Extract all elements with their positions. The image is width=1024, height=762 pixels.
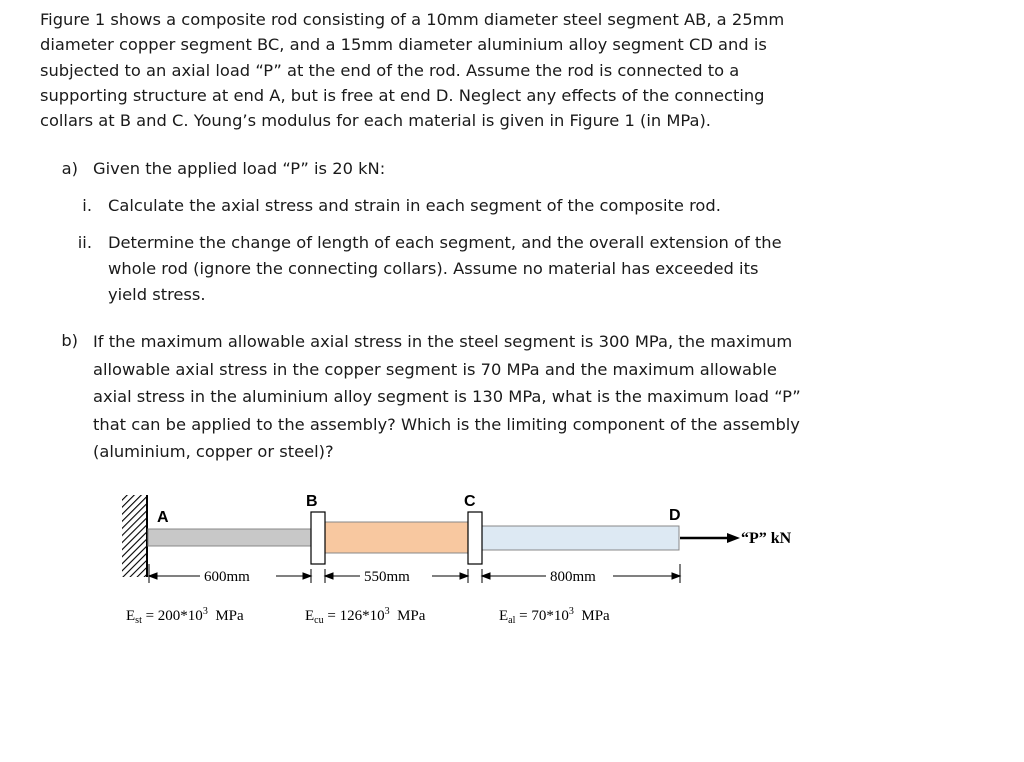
collar-c (468, 512, 482, 564)
load-arrow-head (727, 533, 740, 543)
part-a-ii-text: Determine the change of length of each segment, and the overall extension of the whole rod (ignore the connecting collars). Assume no material has exceeded its yield stress. (108, 233, 782, 304)
length-ab-label: 600mm (204, 569, 250, 585)
modulus-copper-sub: cu (314, 615, 324, 626)
modulus-aluminium-unit: MPa (573, 608, 610, 624)
modulus-steel (126, 606, 244, 626)
problem-intro: Figure 1 shows a composite rod consisting of a 10mm diameter steel segment AB, a 25mm diameter copper segment BC, and a 15mm diameter aluminium alloy segment CD and is subjected to an axial load “P” at the end of the rod. Assume the rod is connected to a supporting structure at end A, but is free at end D. Neglect any effects of the connecting collars at B and C. Young’s modulus for each material is given in Figure 1 (in MPa). (40, 10, 785, 131)
load-label: “P” kN (741, 530, 792, 547)
modulus-aluminium-sup: 3 (568, 606, 574, 617)
modulus-aluminium (499, 606, 610, 626)
modulus-steel-eq: = 200*10 (141, 608, 203, 624)
point-c-label: C (464, 493, 476, 510)
modulus-copper-unit: MPa (389, 608, 426, 624)
part-a-ii-marker: ii. (77, 233, 92, 252)
part-a-i-marker: i. (82, 196, 92, 215)
modulus-copper (305, 606, 426, 626)
modulus-steel-sup: 3 (202, 606, 208, 617)
aluminium-segment-cd (482, 526, 679, 550)
copper-segment-bc (325, 522, 469, 553)
modulus-aluminium-sym: E (499, 608, 509, 624)
collar-b (311, 512, 325, 564)
modulus-steel-sub: st (135, 615, 142, 626)
point-b-label: B (306, 493, 318, 510)
length-bc-label: 550mm (364, 569, 410, 585)
figure-1-diagram (0, 480, 1024, 640)
wall-support (122, 495, 146, 577)
modulus-copper-sup: 3 (384, 606, 390, 617)
modulus-copper-sym: E (305, 608, 315, 624)
point-d-label: D (669, 507, 681, 524)
length-cd-label: 800mm (550, 569, 596, 585)
modulus-steel-unit: MPa (207, 608, 244, 624)
modulus-copper-eq: = 126*10 (323, 608, 385, 624)
part-a-i-text: Calculate the axial stress and strain in each segment of the composite rod. (108, 196, 721, 215)
modulus-aluminium-eq: = 70*10 (515, 608, 569, 624)
modulus-aluminium-sub: al (508, 615, 516, 626)
modulus-steel-sym: E (126, 608, 136, 624)
part-a-text: Given the applied load “P” is 20 kN: (93, 159, 386, 178)
part-b-marker: b) (61, 331, 78, 350)
part-a-marker: a) (61, 159, 78, 178)
steel-segment-ab (148, 529, 311, 546)
point-a-label: A (157, 509, 169, 526)
part-b-text: If the maximum allowable axial stress in the steel segment is 300 MPa, the maximum allowable axial stress in the copper segment is 70 MPa and the maximum allowable axial stress in the aluminium alloy segment is 130 MPa, what is the maximum load “P” that can be applied to the assembly? Which is the limiting component of the assembly (aluminium, copper or steel)? (93, 332, 801, 461)
